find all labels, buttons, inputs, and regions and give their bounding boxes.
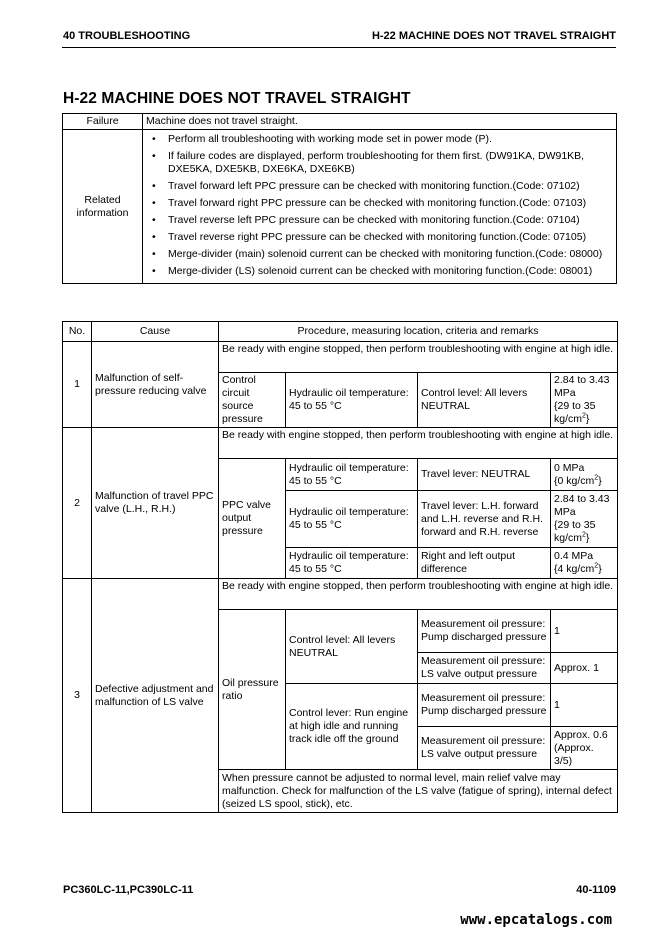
model-footer: PC360LC-11,PC390LC-11: [63, 884, 194, 896]
list-item: • Merge-divider (main) solenoid current can be checked with monitoring function.(Code: 08000): [146, 248, 613, 261]
header-divider: [62, 47, 616, 48]
measurement-value: Approx. 0.6 (Approx. 3/5): [551, 727, 618, 770]
list-item: • Merge-divider (LS) solenoid current can be checked with monitoring function.(Code: 08001): [146, 265, 613, 278]
info-table: [62, 113, 617, 284]
temperature-condition: Hydraulic oil temperature: 45 to 55 °C: [286, 548, 418, 579]
page-title: H-22 MACHINE DOES NOT TRAVEL STRAIGHT: [63, 90, 411, 107]
cause-cell: Defective adjustment and malfunction of LS valve: [92, 579, 219, 813]
measurement-label: Measurement oil pressure: LS valve output pressure: [418, 727, 551, 770]
section-header: 40 TROUBLESHOOTING: [63, 30, 191, 42]
lever-condition: Right and left output difference: [418, 548, 551, 579]
row-number: 2: [63, 428, 92, 579]
related-info-list: [146, 133, 613, 278]
lever-condition: Control lever: Run engine at high idle and running track idle off the ground: [286, 684, 418, 770]
temperature-condition: Hydraulic oil temperature: 45 to 55 °C: [286, 491, 418, 548]
row-number: 1: [63, 342, 92, 428]
cause-cell: Malfunction of travel PPC valve (L.H., R.H.): [92, 428, 219, 579]
lever-condition: Travel lever: NEUTRAL: [418, 459, 551, 491]
row-number: 3: [63, 579, 92, 813]
table-header-row: [63, 322, 618, 342]
check-item: PPC valve output pressure: [219, 459, 286, 579]
page-header-title: H-22 MACHINE DOES NOT TRAVEL STRAIGHT: [371, 30, 616, 42]
related-info-list-cell: [143, 130, 617, 284]
lever-condition: Control level: All levers NEUTRAL: [418, 373, 551, 428]
remarks-note: When pressure cannot be adjusted to normal level, main relief valve may malfunction. Check for malfunction of the LS valve (fatigue of spring), internal defect (seized LS spool, stick), etc.: [219, 770, 618, 813]
check-item: Oil pressure ratio: [219, 610, 286, 770]
related-info-row: [63, 130, 617, 284]
standard-value: 0 MPa {0 $kg/cm^2$}: [551, 459, 618, 491]
list-item: • Travel forward right PPC pressure can be checked with monitoring function.(Code: 07103): [146, 197, 613, 210]
list-item: • Travel reverse left PPC pressure can be checked with monitoring function.(Code: 07104): [146, 214, 613, 227]
procedure-intro: Be ready with engine stopped, then perform troubleshooting with engine at high idle.: [219, 342, 618, 373]
list-item: • Travel reverse right PPC pressure can be checked with monitoring function.(Code: 07105): [146, 231, 613, 244]
failure-text: Machine does not travel straight.: [143, 114, 617, 130]
check-item: Control circuit source pressure: [219, 373, 286, 428]
standard-value: 2.84 to 3.43 MPa {29 to 35 $kg/cm^2$}: [551, 373, 618, 428]
page-number: 40-1109: [576, 884, 616, 896]
col-header-cause: Cause: [92, 322, 219, 342]
related-info-label: Related information: [63, 130, 143, 284]
measurement-value: Approx. 1: [551, 653, 618, 684]
procedure-intro: Be ready with engine stopped, then perform troubleshooting with engine at high idle.: [219, 428, 618, 459]
table-row: [63, 579, 618, 610]
table-row: [63, 428, 618, 459]
measurement-label: Measurement oil pressure: Pump discharged pressure: [418, 610, 551, 653]
list-item: • Perform all troubleshooting with working mode set in power mode (P).: [146, 133, 613, 146]
measurement-label: Measurement oil pressure: Pump discharged pressure: [418, 684, 551, 727]
failure-label: Failure: [63, 114, 143, 130]
watermark: www.epcatalogs.com: [460, 912, 612, 928]
cause-cell: Malfunction of self-pressure reducing valve: [92, 342, 219, 428]
temperature-condition: Hydraulic oil temperature: 45 to 55 °C: [286, 373, 418, 428]
measurement-value: 1: [551, 684, 618, 727]
measurement-label: Measurement oil pressure: LS valve output pressure: [418, 653, 551, 684]
list-item: • Travel forward left PPC pressure can be checked with monitoring function.(Code: 07102): [146, 180, 613, 193]
measurement-value: 1: [551, 610, 618, 653]
lever-condition: Control level: All levers NEUTRAL: [286, 610, 418, 684]
standard-value: 2.84 to 3.43 MPa {29 to 35 $kg/cm^2$}: [551, 491, 618, 548]
col-header-procedure: Procedure, measuring location, criteria and remarks: [219, 322, 618, 342]
troubleshooting-table: [62, 321, 618, 813]
failure-row: [63, 114, 617, 130]
standard-value: 0.4 MPa {4 $kg/cm^2$}: [551, 548, 618, 579]
lever-condition: Travel lever: L.H. forward and L.H. reverse and R.H. forward and R.H. reverse: [418, 491, 551, 548]
procedure-intro: Be ready with engine stopped, then perform troubleshooting with engine at high idle.: [219, 579, 618, 610]
list-item: • If failure codes are displayed, perform troubleshooting for them first. (DW91KA, DW91KB, DXE5KA, DXE5KB, DXE6KA, DXE6KB): [146, 150, 613, 176]
table-row: [63, 342, 618, 373]
temperature-condition: Hydraulic oil temperature: 45 to 55 °C: [286, 459, 418, 491]
col-header-no: No.: [63, 322, 92, 342]
